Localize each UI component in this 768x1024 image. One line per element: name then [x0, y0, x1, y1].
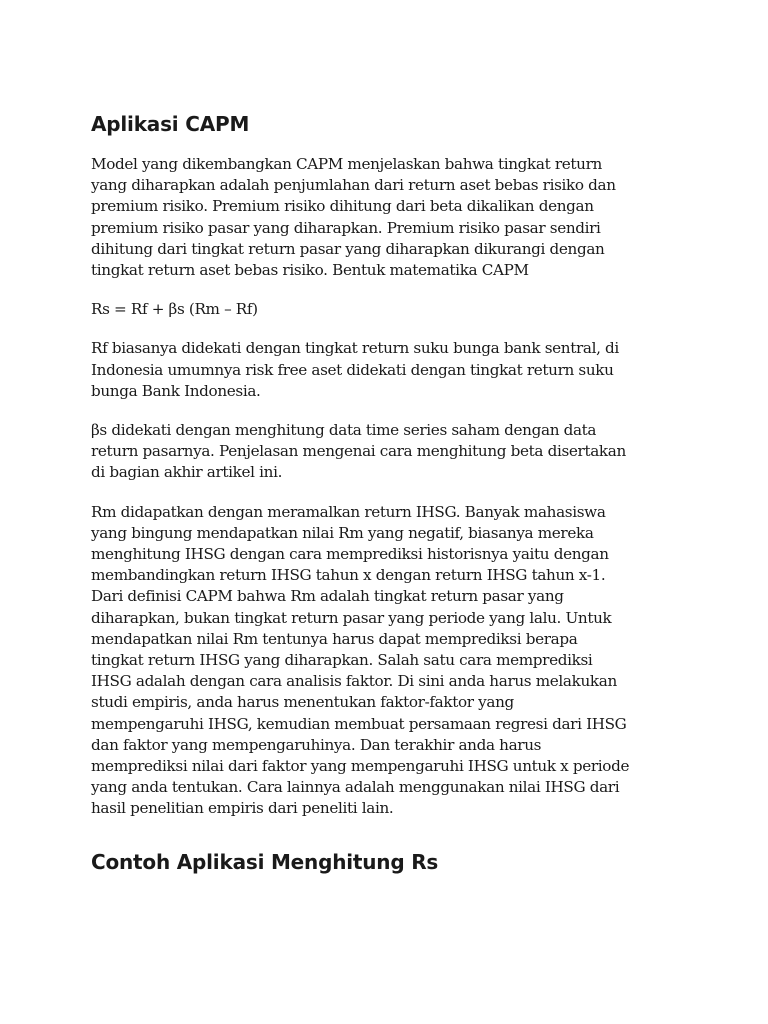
text-line: tingkat return IHSG yang diharapkan. Salah satu cara memprediksi — [91, 651, 593, 670]
paragraph-beta — [91, 420, 691, 484]
text-line: hasil penelitian empiris dari peneliti lain. — [91, 799, 394, 818]
text-line: Rm didapatkan dengan meramalkan return IHSG. Banyak mahasiswa — [91, 502, 606, 521]
text-line: bunga Bank Indonesia. — [91, 381, 261, 400]
section-heading-contoh-aplikasi: Contoh Aplikasi Menghitung Rs — [91, 849, 439, 874]
text-line: IHSG adalah dengan cara analisis faktor. Di sini anda harus melakukan — [91, 672, 617, 691]
text-line: Model yang dikembangkan CAPM menjelaskan bahwa tingkat return — [91, 155, 602, 173]
text-line: membandingkan return IHSG tahun x dengan return IHSG tahun x-1. — [91, 566, 606, 585]
text-line: Indonesia umumnya risk free aset didekati dengan tingkat return suku — [91, 360, 614, 379]
text-line: premium risiko pasar yang diharapkan. Premium risiko pasar sendiri — [91, 218, 601, 237]
text-line: Dari definisi CAPM bahwa Rm adalah tingkat return pasar yang — [91, 587, 564, 606]
text-line: yang anda tentukan. Cara lainnya adalah menggunakan nilai IHSG dari — [91, 778, 620, 797]
paragraph-rf — [91, 338, 691, 402]
text-line: premium risiko. Premium risiko dihitung dari beta dikalikan dengan — [91, 197, 594, 216]
text-line: mempengaruhi IHSG, kemudian membuat persamaan regresi dari IHSG — [91, 714, 627, 733]
text-line: yang diharapkan adalah penjumlahan dari return aset bebas risiko dan — [91, 176, 616, 195]
text-line: diharapkan, bukan tingkat return pasar yang periode yang lalu. Untuk — [91, 608, 612, 627]
text-line: studi empiris, anda harus menentukan faktor-faktor yang — [91, 693, 514, 712]
section-heading-aplikasi-capm: Aplikasi CAPM — [91, 112, 250, 136]
text-line: yang bingung mendapatkan nilai Rm yang negatif, biasanya mereka — [91, 523, 594, 542]
text-line: βs didekati dengan menghitung data time series saham dengan data — [91, 421, 597, 440]
text-line: memprediksi nilai dari faktor yang mempengaruhi IHSG untuk x periode — [91, 757, 630, 776]
text-line: tingkat return aset bebas risiko. Bentuk matematika CAPM — [91, 261, 529, 280]
text-line: di bagian akhir artikel ini. — [91, 463, 283, 482]
paragraph-capm-intro — [91, 154, 691, 281]
text-line: menghitung IHSG dengan cara memprediksi historisnya yaitu dengan — [91, 545, 609, 564]
formula-line: Rs = Rf + βs (Rm – Rf) — [91, 300, 258, 319]
document-page — [91, 110, 691, 876]
paragraph-rm — [91, 502, 691, 820]
capm-formula — [91, 299, 691, 320]
text-line: dan faktor yang mempengaruhinya. Dan terakhir anda harus — [91, 735, 542, 754]
text-line: mendapatkan nilai Rm tentunya harus dapat memprediksi berapa — [91, 629, 578, 648]
text-line: dihitung dari tingkat return pasar yang diharapkan dikurangi dengan — [91, 239, 605, 258]
text-line: Rf biasanya didekati dengan tingkat return suku bunga bank sentral, di — [91, 339, 619, 358]
text-line: return pasarnya. Penjelasan mengenai cara menghitung beta disertakan — [91, 442, 626, 461]
